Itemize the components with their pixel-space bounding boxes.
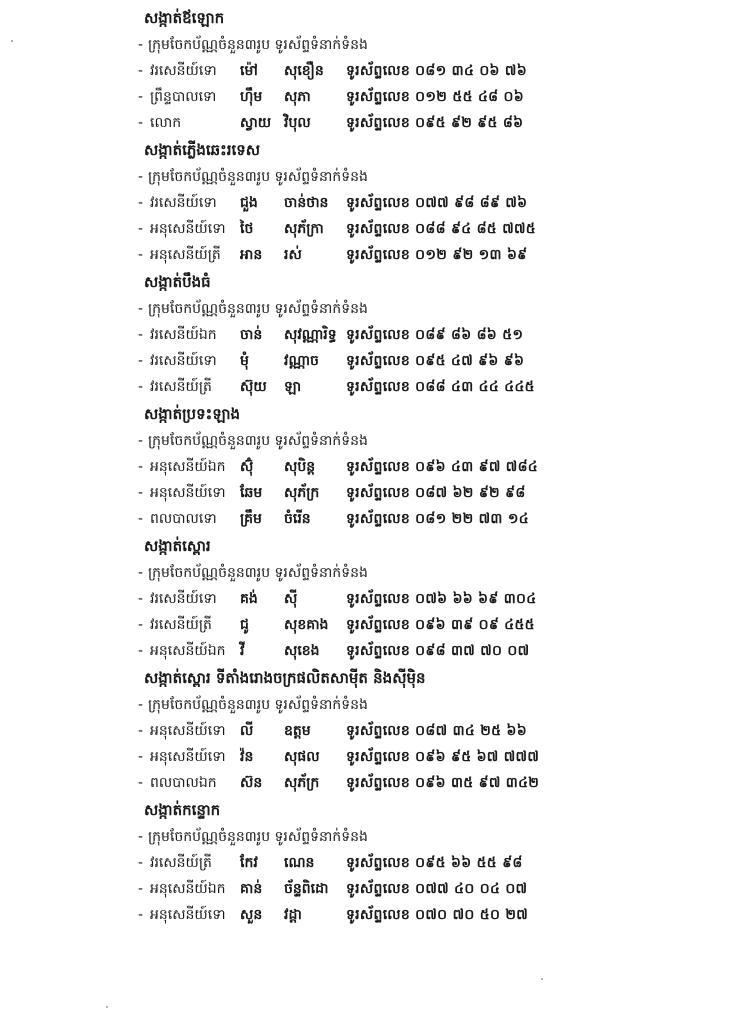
member-phone: ទូរស័ព្ទលេខ ០៩៥ ៩២ ៩៥ ៨៦ [346,115,524,131]
member-rank: ពលបាលទោ [150,511,217,527]
bullet-dash: - [138,327,144,343]
group-line [0,296,750,322]
member-row [0,506,750,532]
member-given: រស់ [284,247,302,263]
bullet-dash: - [138,723,144,739]
member-surname: សួន [240,907,263,923]
member-phone: ទូរស័ព្ទលេខ ០៨១ ២២ ៧៣ ១៤ [346,511,529,527]
member-given: សុភ័ក្រា [284,221,324,237]
member-surname: គាន់ [240,881,263,897]
section-title: សង្កាត់ប្រទះឡាង [144,405,241,423]
member-rank: ពលបាលឯក [150,775,217,791]
member-phone: ទូរស័ព្ទលេខ ០៩៥ ៦៦ ៥៥ ៩៨ [346,855,523,871]
member-rank: វរសេនីយ៍ទោ [150,353,217,369]
member-surname: កែវ [240,855,258,871]
bullet-dash: - [138,511,144,527]
bullet-dash: - [138,855,144,871]
bullet-dash: - [138,353,144,369]
bullet-dash: - [138,195,144,211]
member-surname: ថៃ [240,221,254,237]
member-phone: ទូរស័ព្ទលេខ ០៨៩ ៨៦ ៨៦ ៥១ [346,327,524,343]
member-phone: ទូរស័ព្ទលេខ ០៩៦ ៣៥ ៩៧ ៣៤២ [346,775,540,791]
member-given: សុបិន្ត [284,459,316,475]
bullet-dash: - [138,459,144,475]
member-given: ច័ន្ទពិដោ [284,881,329,897]
member-row [0,586,750,612]
member-row [0,454,750,480]
member-given: វដ្តា [284,907,302,923]
member-surname: លី [240,723,254,739]
group-line [0,560,750,586]
bullet-dash: - [138,775,144,791]
member-phone: ទូរស័ព្ទលេខ ០៩៦ ៤៣ ៩៧ ៧៨៤ [346,459,539,475]
group-line-text: ក្រុមចែកប័ណ្ណចំនួន៣រូប ទូរស័ព្ទទំនាក់ទំនង [148,697,368,713]
member-surname: ចាន់ [240,327,263,343]
member-surname: ស្វាយ [240,115,272,131]
bullet-dash: - [138,247,144,263]
bullet-dash: - [138,829,144,845]
member-surname: មុំ [240,353,249,369]
member-row [0,322,750,348]
member-rank: ព្រឹន្ទបាលទោ [150,89,217,105]
member-surname: ហ៊ឹម [240,89,263,105]
member-phone: ទូរស័ព្ទលេខ ០៩៦ ៩៥ ៦៧ ៧៧៧ [346,749,540,765]
member-surname: ស៊ុំ [240,459,254,475]
section-title: សង្កាត់កន្ទោក [144,801,221,819]
bullet-dash: - [138,749,144,765]
scan-speck [106,1006,108,1008]
document-page [0,4,750,928]
member-surname: គង់ [240,591,258,607]
group-line [0,164,750,190]
group-line-text: ក្រុមចែកប័ណ្ណចំនួន៣រូប ទូរស័ព្ទទំនាក់ទំនង [148,565,368,581]
bullet-dash: - [138,379,144,395]
group-line [0,692,750,718]
bullet-dash: - [138,221,144,237]
member-row [0,850,750,876]
member-given: សុខឿន [284,63,324,79]
member-surname: គ្រឹម [240,511,262,527]
bullet-dash: - [138,565,144,581]
member-phone: ទូរស័ព្ទលេខ ០១២ ៥៥ ៤៨ ០៦ [346,89,524,105]
member-rank: វរសេនីយ៍ឯក [150,327,217,343]
member-row [0,612,750,638]
scan-speck [11,40,13,42]
member-row [0,480,750,506]
bullet-dash: - [138,301,144,317]
member-given: សុខគាង [284,617,329,633]
member-rank: អនុសេនីយ៍ឯក [150,643,226,659]
member-given: សុខេង [284,643,320,659]
bullet-dash: - [138,115,144,131]
member-phone: ទូរស័ព្ទលេខ ០៩៨ ៣៧ ៧០ ០៧ [346,643,530,659]
section-title: សង្កាត់ស្ពោរ [144,537,211,555]
member-row [0,348,750,374]
member-rank: អនុសេនីយ៍ទោ [150,723,226,739]
bullet-dash: - [138,617,144,633]
member-given: ស៊ី [284,591,298,607]
member-rank: អនុសេនីយ៍ទោ [150,907,226,923]
member-row [0,374,750,400]
member-given: សុវណ្ណារិទ្ធ [284,327,337,343]
group-line-text: ក្រុមចែកប័ណ្ណចំនួន៣រូប ទូរស័ព្ទទំនាក់ទំនង [148,433,368,449]
member-phone: ទូរស័ព្ទលេខ ០៨១ ៣៤ ០៦ ៧៦ [346,63,527,79]
member-rank: វរសេនីយ៍ទោ [150,63,217,79]
member-row [0,638,750,664]
group-line [0,824,750,850]
bullet-dash: - [138,881,144,897]
bullet-dash: - [138,169,144,185]
group-line [0,32,750,58]
bullet-dash: - [138,591,144,607]
member-surname: ជូ [240,617,249,633]
member-rank: អនុសេនីយ៍ទោ [150,485,226,501]
member-given: ចាន់ថាន [284,195,329,211]
member-rank: អនុសេនីយ៍ត្រី [150,247,221,263]
group-line-text: ក្រុមចែកប័ណ្ណចំនួន៣រូប ទូរស័ព្ទទំនាក់ទំនង [148,169,368,185]
member-rank: វរសេនីយ៍ត្រី [150,379,212,395]
member-surname: ឆែម [240,485,263,501]
member-rank: លោក [150,115,182,131]
member-given: ណេន [284,855,315,871]
bullet-dash: - [138,697,144,713]
member-surname: វ៉ន [240,749,254,765]
member-phone: ទូរស័ព្ទលេខ ០៨៧ ៦២ ៩២ ៩៨ [346,485,526,501]
section-title: សង្កាត់បឹងធំ [144,273,211,291]
member-phone: ទូរស័ព្ទលេខ ០៧៧ ៤០ ០៤ ០៧ [346,881,528,897]
bullet-dash: - [138,433,144,449]
member-row [0,902,750,928]
member-row [0,770,750,796]
member-row [0,744,750,770]
bullet-dash: - [138,63,144,79]
member-rank: វរសេនីយ៍ត្រី [150,855,212,871]
group-line-text: ក្រុមចែកប័ណ្ណចំនួន៣រូប ទូរស័ព្ទទំនាក់ទំនង [148,301,368,317]
member-row [0,110,750,136]
member-row [0,718,750,744]
member-surname: អាន [240,247,263,263]
member-phone: ទូរស័ព្ទលេខ ០៧៦ ៦៦ ៦៩ ៣០៤ [346,591,537,607]
member-surname: វី [240,643,245,659]
member-rank: អនុសេនីយ៍ឯក [150,881,226,897]
section-title: សង្កាត់ភ្លើងឆេះរទេស [144,141,261,159]
member-phone: ទូរស័ព្ទលេខ ០១២ ៩២ ១៣ ៦៩ [346,247,528,263]
member-row [0,242,750,268]
member-surname: ស៊ុយ [240,379,267,395]
member-given: វណ្ណាច [284,353,319,369]
member-given: សុភ័ក្រ [284,485,320,501]
member-rank: អនុសេនីយ៍ទោ [150,749,226,765]
member-rank: អនុសេនីយ៍ឯក [150,459,226,475]
member-surname: ស៊ន [240,775,263,791]
member-given: ចំរើន [284,511,311,527]
member-row [0,190,750,216]
scan-speck [541,978,543,980]
member-given: សុភ័ក្រ [284,775,320,791]
bullet-dash: - [138,485,144,501]
member-phone: ទូរស័ព្ទលេខ ០៩៥ ៤៧ ៩៦ ៩៦ [346,353,525,369]
member-phone: ទូរស័ព្ទលេខ ០៧៧ ៩៨ ៨៩ ៧៦ [346,195,528,211]
member-surname: ជួង [240,195,258,211]
member-phone: ទូរស័ព្ទលេខ ០៨៨ ៤៣ ៤៤ ៤៤៥ [346,379,535,395]
member-rank: វរសេនីយ៍ទោ [150,591,217,607]
member-row [0,84,750,110]
member-phone: ទូរស័ព្ទលេខ ០៨៧ ៣៤ ២៥ ៦៦ [346,723,527,739]
member-given: វិបុល [284,115,311,131]
member-rank: វរសេនីយ៍ទោ [150,195,217,211]
group-line-text: ក្រុមចែកប័ណ្ណចំនួន៣រូប ទូរស័ព្ទទំនាក់ទំនង [148,829,368,845]
member-surname: ម៉ៅ [240,63,258,79]
member-row [0,876,750,902]
member-row [0,58,750,84]
bullet-dash: - [138,89,144,105]
member-phone: ទូរស័ព្ទលេខ ០៧០ ៧០ ៥០ ២៧ [346,907,529,923]
section-title: សង្កាត់ឪឡោក [144,9,225,27]
group-line [0,428,750,454]
member-phone: ទូរស័ព្ទលេខ ០៨៨ ៩៤ ៨៥ ៧៧៥ [346,221,536,237]
member-given: ឧត្តម [284,723,311,739]
member-rank: អនុសេនីយ៍ទោ [150,221,226,237]
bullet-dash: - [138,37,144,53]
member-given: សុភា [284,89,311,105]
member-given: សុផល [284,749,320,765]
member-phone: ទូរស័ព្ទលេខ ០៩៦ ៣៩ ០៩ ៤៥៥ [346,617,535,633]
bullet-dash: - [138,643,144,659]
section-title: សង្កាត់ស្ពោរ ទីតាំងរោងចក្រផលិតសាម៉ីត និងស៊ីម៉ិន [144,669,426,687]
member-rank: វរសេនីយ៍ត្រី [150,617,212,633]
group-line-text: ក្រុមចែកប័ណ្ណចំនួន៣រូប ទូរស័ព្ទទំនាក់ទំនង [148,37,368,53]
bullet-dash: - [138,907,144,923]
member-row [0,216,750,242]
member-given: ឡា [284,379,302,395]
